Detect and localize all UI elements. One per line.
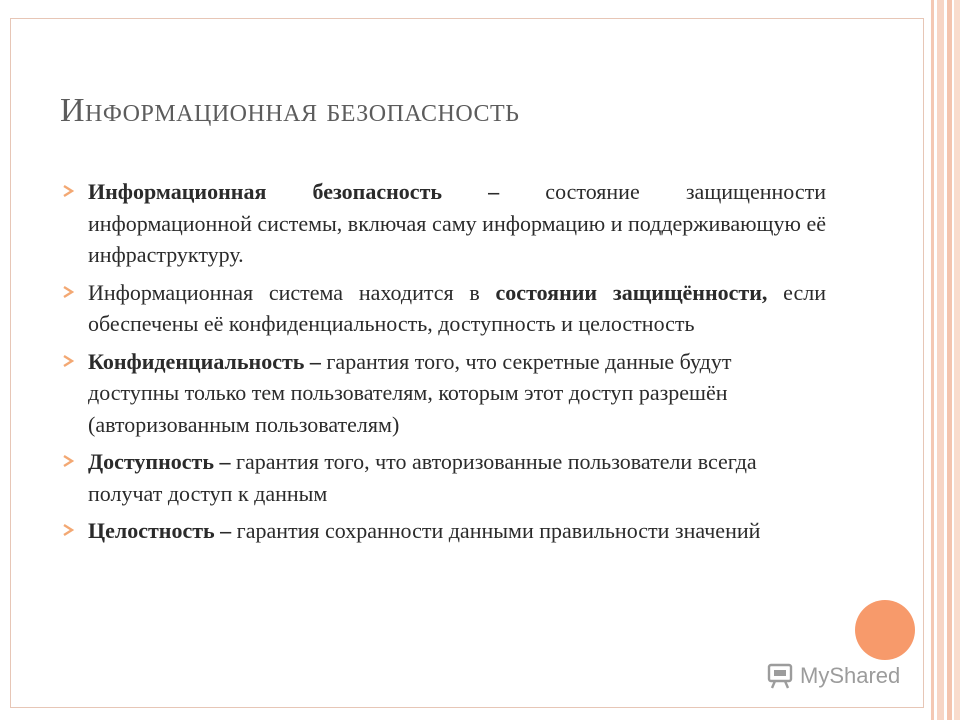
bullet-icon bbox=[62, 184, 74, 198]
term: состоянии защищённости, bbox=[495, 279, 768, 305]
decorative-stripes bbox=[930, 0, 960, 720]
term: Информационная безопасность – bbox=[88, 179, 500, 204]
presentation-board-icon bbox=[766, 662, 794, 690]
term: Конфиденциальность – bbox=[88, 348, 321, 374]
statement: Информационная система находится в bbox=[88, 279, 496, 305]
slide-title: Информационная безопасность bbox=[60, 92, 520, 129]
bullet-icon bbox=[62, 285, 74, 299]
list-item bbox=[62, 446, 826, 509]
term: Целостность – bbox=[88, 518, 232, 543]
definition: гарантия сохранности данными правильности значений bbox=[231, 518, 761, 543]
definition: гарантия того, что авторизованные пользователи всегда получат доступ к данным bbox=[88, 449, 757, 506]
list-item bbox=[62, 277, 826, 340]
watermark-text: MyShared bbox=[800, 663, 901, 688]
watermark bbox=[766, 656, 926, 696]
list-item bbox=[62, 346, 826, 441]
list-item bbox=[62, 515, 826, 547]
bullet-icon bbox=[62, 354, 74, 368]
definition: гарантия того, что секретные данные будут доступны только тем пользователям, которым этот доступ разрешён (авторизованным пользователям) bbox=[88, 348, 732, 437]
definition: если обеспечены её конфиденциальность, доступность и целостность bbox=[88, 279, 826, 336]
term: Доступность – bbox=[88, 449, 231, 474]
bullet-list bbox=[62, 176, 826, 553]
list-item bbox=[62, 176, 826, 271]
bullet-icon bbox=[62, 454, 74, 468]
bullet-icon bbox=[62, 523, 74, 537]
decorative-circle bbox=[855, 600, 915, 660]
definition: состояние защищенности информационной системы, включая саму информацию и поддерживающую её инфраструктуру. bbox=[88, 179, 826, 267]
